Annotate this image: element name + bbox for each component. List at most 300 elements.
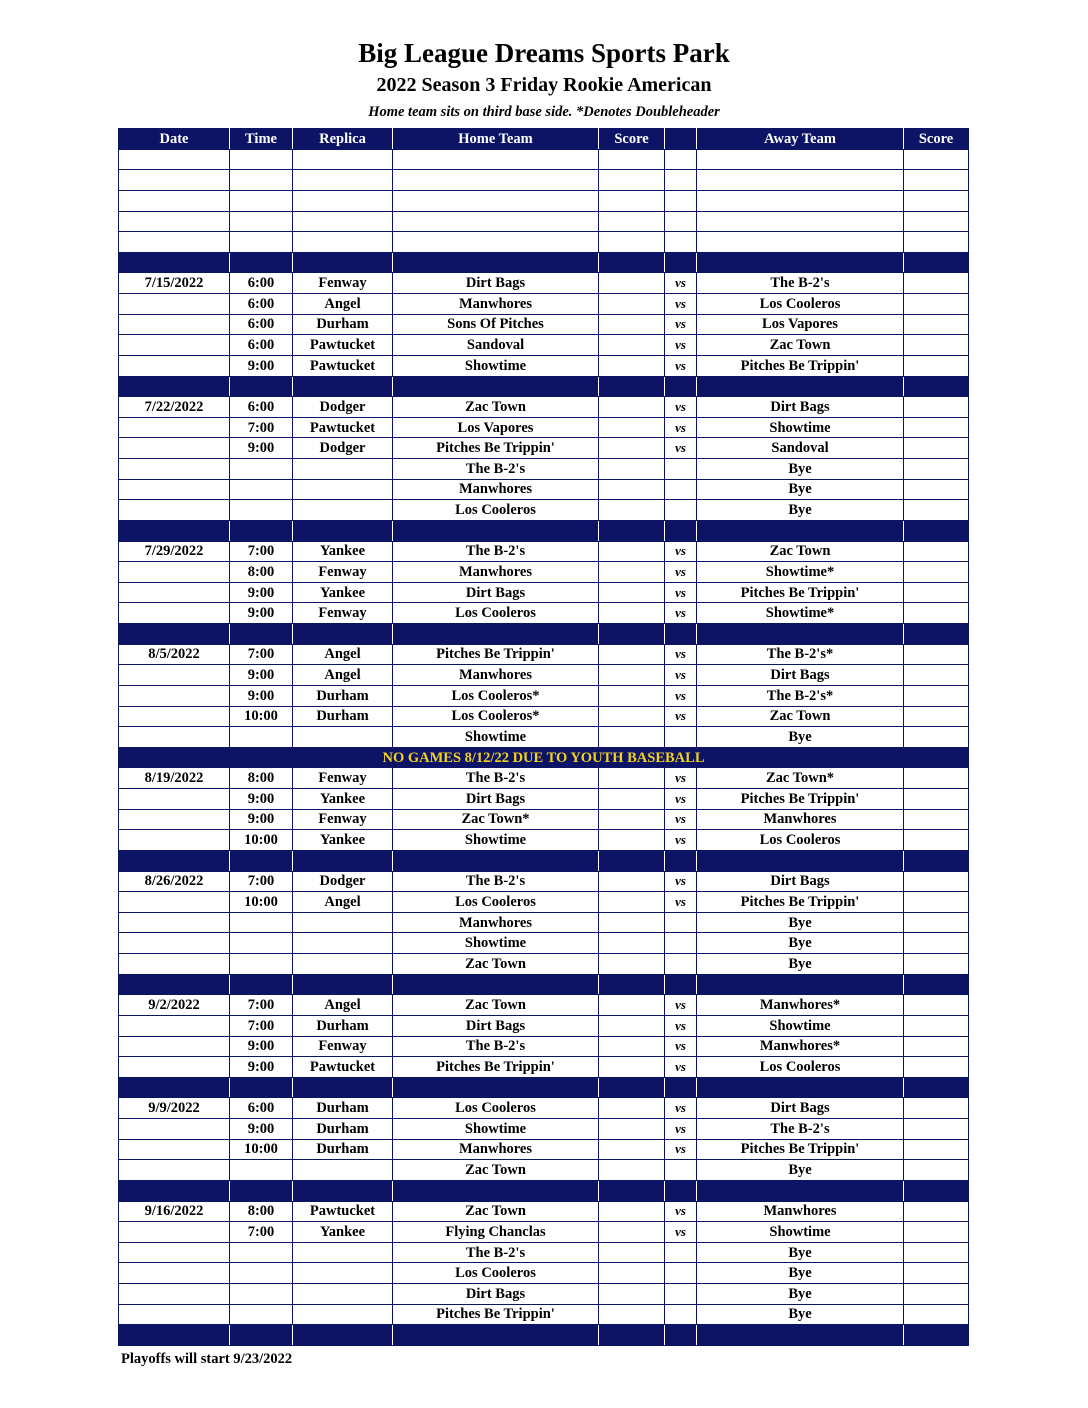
vs-cell: vs xyxy=(665,1036,697,1057)
home-score-cell xyxy=(599,1036,665,1057)
replica-cell: Yankee xyxy=(293,830,393,851)
col-header-replica: Replica xyxy=(293,129,393,150)
replica-cell: Durham xyxy=(293,1119,393,1140)
away-team-cell xyxy=(697,1077,904,1098)
table-row xyxy=(119,789,969,810)
vs-cell xyxy=(665,190,697,211)
empty-row xyxy=(119,190,969,211)
replica-cell xyxy=(293,520,393,541)
time-cell: 10:00 xyxy=(230,892,293,913)
vs-cell xyxy=(665,520,697,541)
date-cell xyxy=(119,252,230,273)
date-cell xyxy=(119,1325,230,1346)
away-score-cell xyxy=(904,665,969,686)
time-cell xyxy=(230,149,293,170)
time-cell xyxy=(230,479,293,500)
playoffs-note: Playoffs will start 9/23/2022 xyxy=(121,1351,293,1367)
date-cell xyxy=(119,789,230,810)
home-score-cell xyxy=(599,1057,665,1078)
date-cell xyxy=(119,1263,230,1284)
time-cell xyxy=(230,1263,293,1284)
vs-cell: vs xyxy=(665,562,697,583)
replica-cell: Yankee xyxy=(293,582,393,603)
home-team-cell xyxy=(393,1180,599,1201)
replica-cell xyxy=(293,1263,393,1284)
away-team-cell: Zac Town xyxy=(697,706,904,727)
away-team-cell xyxy=(697,149,904,170)
date-cell xyxy=(119,417,230,438)
time-cell: 10:00 xyxy=(230,706,293,727)
away-team-cell: Zac Town xyxy=(697,335,904,356)
home-score-cell xyxy=(599,520,665,541)
away-score-cell xyxy=(904,644,969,665)
date-cell: 8/5/2022 xyxy=(119,644,230,665)
date-cell xyxy=(119,170,230,191)
date-cell xyxy=(119,727,230,748)
time-cell xyxy=(230,974,293,995)
replica-cell xyxy=(293,954,393,975)
away-score-cell xyxy=(904,500,969,521)
away-score-cell xyxy=(904,232,969,253)
col-header-time: Time xyxy=(230,129,293,150)
date-cell xyxy=(119,1284,230,1305)
away-score-cell xyxy=(904,1284,969,1305)
home-score-cell xyxy=(599,685,665,706)
replica-cell: Dodger xyxy=(293,438,393,459)
date-cell xyxy=(119,685,230,706)
home-score-cell xyxy=(599,995,665,1016)
time-cell xyxy=(230,252,293,273)
date-cell xyxy=(119,1015,230,1036)
time-cell: 10:00 xyxy=(230,830,293,851)
table-header-row xyxy=(119,129,969,150)
away-team-cell: Bye xyxy=(697,1304,904,1325)
time-cell: 9:00 xyxy=(230,355,293,376)
replica-cell xyxy=(293,252,393,273)
time-cell: 6:00 xyxy=(230,273,293,294)
vs-cell xyxy=(665,252,697,273)
vs-cell xyxy=(665,1263,697,1284)
table-row xyxy=(119,995,969,1016)
home-score-cell xyxy=(599,1098,665,1119)
time-cell: 7:00 xyxy=(230,871,293,892)
vs-cell: vs xyxy=(665,706,697,727)
time-cell xyxy=(230,190,293,211)
away-score-cell xyxy=(904,1077,969,1098)
vs-cell: vs xyxy=(665,1201,697,1222)
away-score-cell xyxy=(904,933,969,954)
away-score-cell xyxy=(904,1139,969,1160)
date-cell: 8/26/2022 xyxy=(119,871,230,892)
date-cell xyxy=(119,1160,230,1181)
date-separator-row xyxy=(119,1180,969,1201)
away-score-cell xyxy=(904,541,969,562)
home-team-cell: Los Vapores xyxy=(393,417,599,438)
vs-cell xyxy=(665,1325,697,1346)
away-team-cell: Bye xyxy=(697,479,904,500)
table-row xyxy=(119,706,969,727)
vs-cell: vs xyxy=(665,809,697,830)
date-cell xyxy=(119,954,230,975)
away-score-cell xyxy=(904,459,969,480)
away-score-cell xyxy=(904,1201,969,1222)
table-row xyxy=(119,582,969,603)
date-separator-row xyxy=(119,520,969,541)
date-cell xyxy=(119,314,230,335)
away-score-cell xyxy=(904,830,969,851)
away-team-cell: Bye xyxy=(697,727,904,748)
empty-row xyxy=(119,211,969,232)
home-team-cell: Zac Town xyxy=(393,995,599,1016)
away-team-cell: Manwhores xyxy=(697,1201,904,1222)
time-cell: 9:00 xyxy=(230,809,293,830)
home-score-cell xyxy=(599,644,665,665)
vs-cell xyxy=(665,500,697,521)
away-score-cell xyxy=(904,768,969,789)
table-row xyxy=(119,685,969,706)
home-team-cell: Sons Of Pitches xyxy=(393,314,599,335)
away-team-cell: Showtime xyxy=(697,1015,904,1036)
table-row xyxy=(119,294,969,315)
date-cell xyxy=(119,232,230,253)
home-score-cell xyxy=(599,1222,665,1243)
away-score-cell xyxy=(904,438,969,459)
table-row xyxy=(119,479,969,500)
vs-cell: vs xyxy=(665,1119,697,1140)
home-score-cell xyxy=(599,417,665,438)
home-score-cell xyxy=(599,1304,665,1325)
away-score-cell xyxy=(904,582,969,603)
table-row xyxy=(119,603,969,624)
page-title: Big League Dreams Sports Park xyxy=(358,38,730,68)
table-row xyxy=(119,417,969,438)
date-cell xyxy=(119,809,230,830)
away-score-cell xyxy=(904,995,969,1016)
replica-cell xyxy=(293,479,393,500)
table-row xyxy=(119,1263,969,1284)
date-cell xyxy=(119,459,230,480)
replica-cell: Pawtucket xyxy=(293,355,393,376)
home-score-cell xyxy=(599,355,665,376)
time-cell: 8:00 xyxy=(230,768,293,789)
home-team-cell xyxy=(393,850,599,871)
date-cell xyxy=(119,1077,230,1098)
page-subtitle: 2022 Season 3 Friday Rookie American xyxy=(376,74,712,96)
vs-cell xyxy=(665,850,697,871)
table-row xyxy=(119,1284,969,1305)
away-team-cell xyxy=(697,520,904,541)
away-score-cell xyxy=(904,789,969,810)
time-cell xyxy=(230,912,293,933)
vs-cell xyxy=(665,376,697,397)
home-team-cell: Los Cooleros xyxy=(393,1263,599,1284)
away-score-cell xyxy=(904,1160,969,1181)
away-team-cell xyxy=(697,232,904,253)
time-cell xyxy=(230,1160,293,1181)
time-cell xyxy=(230,1304,293,1325)
time-cell: 9:00 xyxy=(230,789,293,810)
away-score-cell xyxy=(904,417,969,438)
date-cell xyxy=(119,624,230,645)
home-score-cell xyxy=(599,954,665,975)
time-cell xyxy=(230,459,293,480)
time-cell xyxy=(230,1077,293,1098)
home-team-cell xyxy=(393,190,599,211)
away-team-cell: Los Cooleros xyxy=(697,830,904,851)
home-team-cell: Manwhores xyxy=(393,912,599,933)
vs-cell: vs xyxy=(665,995,697,1016)
time-cell: 6:00 xyxy=(230,294,293,315)
away-team-cell xyxy=(697,190,904,211)
away-team-cell xyxy=(697,211,904,232)
home-team-cell: Dirt Bags xyxy=(393,273,599,294)
away-team-cell: Pitches Be Trippin' xyxy=(697,789,904,810)
replica-cell: Durham xyxy=(293,1098,393,1119)
date-separator-row xyxy=(119,624,969,645)
home-score-cell xyxy=(599,912,665,933)
home-team-cell: Los Cooleros xyxy=(393,603,599,624)
home-score-cell xyxy=(599,459,665,480)
away-score-cell xyxy=(904,727,969,748)
vs-cell: vs xyxy=(665,768,697,789)
away-score-cell xyxy=(904,809,969,830)
time-cell xyxy=(230,954,293,975)
time-cell: 7:00 xyxy=(230,1222,293,1243)
replica-cell xyxy=(293,1325,393,1346)
replica-cell: Durham xyxy=(293,706,393,727)
date-cell: 7/29/2022 xyxy=(119,541,230,562)
home-team-cell: Pitches Be Trippin' xyxy=(393,1304,599,1325)
home-score-cell xyxy=(599,665,665,686)
col-header-home-score: Score xyxy=(599,129,665,150)
away-team-cell xyxy=(697,1180,904,1201)
vs-cell: vs xyxy=(665,1222,697,1243)
replica-cell: Durham xyxy=(293,685,393,706)
table-row xyxy=(119,1015,969,1036)
replica-cell xyxy=(293,1160,393,1181)
replica-cell: Yankee xyxy=(293,1222,393,1243)
time-cell: 9:00 xyxy=(230,665,293,686)
notice-row xyxy=(119,747,969,768)
vs-cell xyxy=(665,211,697,232)
home-score-cell xyxy=(599,232,665,253)
replica-cell: Fenway xyxy=(293,768,393,789)
away-team-cell: Showtime* xyxy=(697,562,904,583)
table-row xyxy=(119,665,969,686)
home-score-cell xyxy=(599,294,665,315)
time-cell: 6:00 xyxy=(230,1098,293,1119)
time-cell xyxy=(230,500,293,521)
away-team-cell: Manwhores* xyxy=(697,1036,904,1057)
home-team-cell: Pitches Be Trippin' xyxy=(393,1057,599,1078)
away-team-cell: Bye xyxy=(697,933,904,954)
home-team-cell xyxy=(393,252,599,273)
table-row xyxy=(119,727,969,748)
date-cell xyxy=(119,438,230,459)
table-row xyxy=(119,1304,969,1325)
away-score-cell xyxy=(904,974,969,995)
replica-cell xyxy=(293,727,393,748)
time-cell: 9:00 xyxy=(230,582,293,603)
replica-cell: Dodger xyxy=(293,871,393,892)
replica-cell: Durham xyxy=(293,1015,393,1036)
replica-cell xyxy=(293,190,393,211)
date-separator-row xyxy=(119,252,969,273)
home-team-cell: Manwhores xyxy=(393,294,599,315)
table-row xyxy=(119,438,969,459)
home-team-cell xyxy=(393,232,599,253)
replica-cell: Angel xyxy=(293,892,393,913)
replica-cell: Durham xyxy=(293,1139,393,1160)
home-team-cell: The B-2's xyxy=(393,871,599,892)
time-cell: 6:00 xyxy=(230,314,293,335)
away-score-cell xyxy=(904,850,969,871)
replica-cell xyxy=(293,1077,393,1098)
away-score-cell xyxy=(904,1242,969,1263)
home-team-cell: The B-2's xyxy=(393,1036,599,1057)
table-row xyxy=(119,1160,969,1181)
vs-cell: vs xyxy=(665,644,697,665)
home-score-cell xyxy=(599,809,665,830)
home-score-cell xyxy=(599,1139,665,1160)
vs-cell xyxy=(665,974,697,995)
date-cell: 9/16/2022 xyxy=(119,1201,230,1222)
col-header-vs xyxy=(665,129,697,150)
away-score-cell xyxy=(904,1263,969,1284)
date-cell xyxy=(119,1222,230,1243)
away-team-cell: Bye xyxy=(697,1160,904,1181)
home-team-cell: Pitches Be Trippin' xyxy=(393,644,599,665)
vs-cell xyxy=(665,232,697,253)
vs-cell xyxy=(665,1304,697,1325)
vs-cell xyxy=(665,1077,697,1098)
away-score-cell xyxy=(904,1119,969,1140)
away-score-cell xyxy=(904,520,969,541)
away-team-cell: Sandoval xyxy=(697,438,904,459)
away-team-cell xyxy=(697,252,904,273)
replica-cell: Pawtucket xyxy=(293,1057,393,1078)
replica-cell: Pawtucket xyxy=(293,417,393,438)
replica-cell: Angel xyxy=(293,665,393,686)
date-cell xyxy=(119,1057,230,1078)
home-score-cell xyxy=(599,335,665,356)
home-score-cell xyxy=(599,562,665,583)
table-row xyxy=(119,644,969,665)
vs-cell xyxy=(665,624,697,645)
home-team-cell: Dirt Bags xyxy=(393,789,599,810)
home-team-cell: Manwhores xyxy=(393,1139,599,1160)
replica-cell xyxy=(293,624,393,645)
time-cell: 9:00 xyxy=(230,603,293,624)
table-row xyxy=(119,541,969,562)
away-score-cell xyxy=(904,190,969,211)
home-score-cell xyxy=(599,582,665,603)
home-team-cell: The B-2's xyxy=(393,541,599,562)
replica-cell xyxy=(293,933,393,954)
home-team-cell: Zac Town xyxy=(393,1160,599,1181)
home-score-cell xyxy=(599,871,665,892)
date-cell xyxy=(119,1180,230,1201)
away-team-cell: Bye xyxy=(697,459,904,480)
replica-cell xyxy=(293,974,393,995)
home-team-cell xyxy=(393,1077,599,1098)
date-cell xyxy=(119,1242,230,1263)
table-row xyxy=(119,1098,969,1119)
home-score-cell xyxy=(599,933,665,954)
time-cell xyxy=(230,376,293,397)
date-cell xyxy=(119,912,230,933)
table-row xyxy=(119,355,969,376)
table-row xyxy=(119,1242,969,1263)
away-score-cell xyxy=(904,376,969,397)
away-score-cell xyxy=(904,1036,969,1057)
table-row xyxy=(119,871,969,892)
time-cell xyxy=(230,850,293,871)
table-row xyxy=(119,459,969,480)
date-cell xyxy=(119,479,230,500)
away-score-cell xyxy=(904,624,969,645)
table-row xyxy=(119,397,969,418)
home-team-cell: Pitches Be Trippin' xyxy=(393,438,599,459)
home-score-cell xyxy=(599,603,665,624)
table-row xyxy=(119,830,969,851)
away-score-cell xyxy=(904,685,969,706)
home-team-cell: Los Cooleros* xyxy=(393,685,599,706)
vs-cell xyxy=(665,1180,697,1201)
away-team-cell: Showtime xyxy=(697,1222,904,1243)
time-cell: 6:00 xyxy=(230,335,293,356)
away-team-cell: Dirt Bags xyxy=(697,665,904,686)
away-team-cell: Pitches Be Trippin' xyxy=(697,1139,904,1160)
home-score-cell xyxy=(599,1284,665,1305)
table-row xyxy=(119,1057,969,1078)
col-header-away-team: Away Team xyxy=(697,129,904,150)
away-team-cell: Bye xyxy=(697,500,904,521)
time-cell xyxy=(230,232,293,253)
home-team-cell: Dirt Bags xyxy=(393,1284,599,1305)
home-team-cell xyxy=(393,170,599,191)
vs-cell xyxy=(665,1242,697,1263)
date-cell xyxy=(119,376,230,397)
vs-cell: vs xyxy=(665,789,697,810)
vs-cell xyxy=(665,1160,697,1181)
away-score-cell xyxy=(904,149,969,170)
date-separator-row xyxy=(119,1325,969,1346)
replica-cell xyxy=(293,500,393,521)
replica-cell xyxy=(293,232,393,253)
time-cell: 10:00 xyxy=(230,1139,293,1160)
vs-cell xyxy=(665,954,697,975)
date-cell xyxy=(119,355,230,376)
date-cell xyxy=(119,562,230,583)
replica-cell: Angel xyxy=(293,294,393,315)
replica-cell: Yankee xyxy=(293,789,393,810)
home-team-cell xyxy=(393,211,599,232)
away-team-cell: Dirt Bags xyxy=(697,871,904,892)
home-team-cell: Zac Town xyxy=(393,1201,599,1222)
home-score-cell xyxy=(599,376,665,397)
vs-cell: vs xyxy=(665,417,697,438)
home-team-cell: The B-2's xyxy=(393,768,599,789)
home-score-cell xyxy=(599,974,665,995)
home-team-cell: Showtime xyxy=(393,830,599,851)
time-cell xyxy=(230,211,293,232)
vs-cell: vs xyxy=(665,582,697,603)
home-score-cell xyxy=(599,768,665,789)
home-score-cell xyxy=(599,727,665,748)
away-score-cell xyxy=(904,1325,969,1346)
home-team-cell: Zac Town xyxy=(393,954,599,975)
